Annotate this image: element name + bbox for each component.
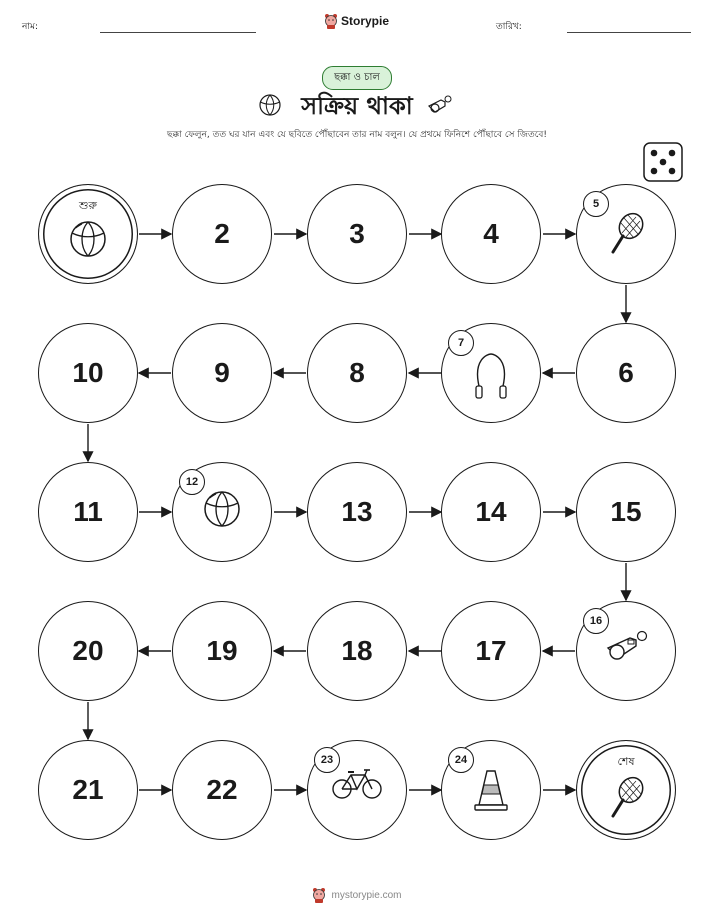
start-cell [38, 184, 138, 284]
cell-number: 2 [214, 218, 230, 249]
tennis-racket-icon [606, 211, 646, 261]
footer [0, 887, 714, 903]
board-cell-3 [307, 184, 407, 284]
beach-ball-icon [202, 489, 242, 533]
cell-number: 10 [72, 357, 104, 388]
whistle-icon [602, 628, 650, 668]
board-cell-15 [576, 462, 676, 562]
beach-ball-icon [68, 219, 108, 263]
cell-number: 8 [349, 357, 365, 388]
board-cell-14 [441, 462, 541, 562]
cell-caption: শেষ [617, 755, 635, 768]
board-cell-8 [307, 323, 407, 423]
board-cell-4 [441, 184, 541, 284]
cell-number: 11 [73, 496, 103, 527]
brand-name: Storypie [341, 14, 390, 28]
board-cell-17 [441, 601, 541, 701]
board-cell-21 [38, 740, 138, 840]
board-cell-11 [38, 462, 138, 562]
cell-number: 14 [475, 496, 507, 527]
cell-number: 6 [618, 357, 634, 388]
cell-number: 9 [214, 357, 230, 388]
cell-number-badge: 5 [583, 191, 609, 217]
board-cell-6 [576, 323, 676, 423]
instructions: ছক্কা ফেলুন, তত ঘর যান এবং যে ছবিতে পৌঁছাবেন তার নাম বলুন। যে প্রথমে ফিনিশে পৌঁছাবে সে জিতবে! [167, 130, 547, 140]
cell-number: 17 [475, 635, 507, 666]
page-title: সক্রিয় থাকা [301, 92, 413, 120]
cell-number: 3 [349, 218, 365, 249]
date-label: তারিখ: [496, 22, 522, 32]
cell-number: 21 [72, 774, 104, 805]
bicycle-icon [331, 767, 383, 805]
cell-number-badge: 12 [179, 469, 205, 495]
cell-number: 20 [72, 635, 104, 666]
footer-url: mystorypie.com [331, 889, 402, 901]
board-cell-5 [576, 184, 676, 284]
cell-number-badge: 16 [583, 608, 609, 634]
cell-number: 4 [483, 218, 499, 249]
board-cell-23 [307, 740, 407, 840]
board-cell-16 [576, 601, 676, 701]
cell-number: 15 [610, 496, 642, 527]
board-cell-20 [38, 601, 138, 701]
cell-number: 18 [341, 635, 373, 666]
board-cell-18 [307, 601, 407, 701]
cell-number: 22 [206, 774, 238, 805]
cell-caption: শুরু [79, 199, 97, 212]
board-cell-13 [307, 462, 407, 562]
bear-footer-icon [312, 887, 326, 903]
board-cell-9 [172, 323, 272, 423]
jump-rope-icon [469, 350, 513, 404]
traffic-cone-icon [473, 767, 509, 817]
board-cell-24 [441, 740, 541, 840]
board-cell-2 [172, 184, 272, 284]
board-cell-10 [38, 323, 138, 423]
cell-number-badge: 7 [448, 330, 474, 356]
board-cell-22 [172, 740, 272, 840]
cell-number-badge: 24 [448, 747, 474, 773]
name-label: নাম: [22, 22, 39, 32]
cell-number: 19 [206, 635, 238, 666]
board-cell-19 [172, 601, 272, 701]
board-cell-7 [441, 323, 541, 423]
tennis-racket-icon [606, 775, 646, 825]
game-tag: ছক্কা ও চাল [322, 66, 392, 90]
cell-number: 13 [341, 496, 373, 527]
board-cell-12 [172, 462, 272, 562]
finish-cell [576, 740, 676, 840]
cell-number-badge: 23 [314, 747, 340, 773]
